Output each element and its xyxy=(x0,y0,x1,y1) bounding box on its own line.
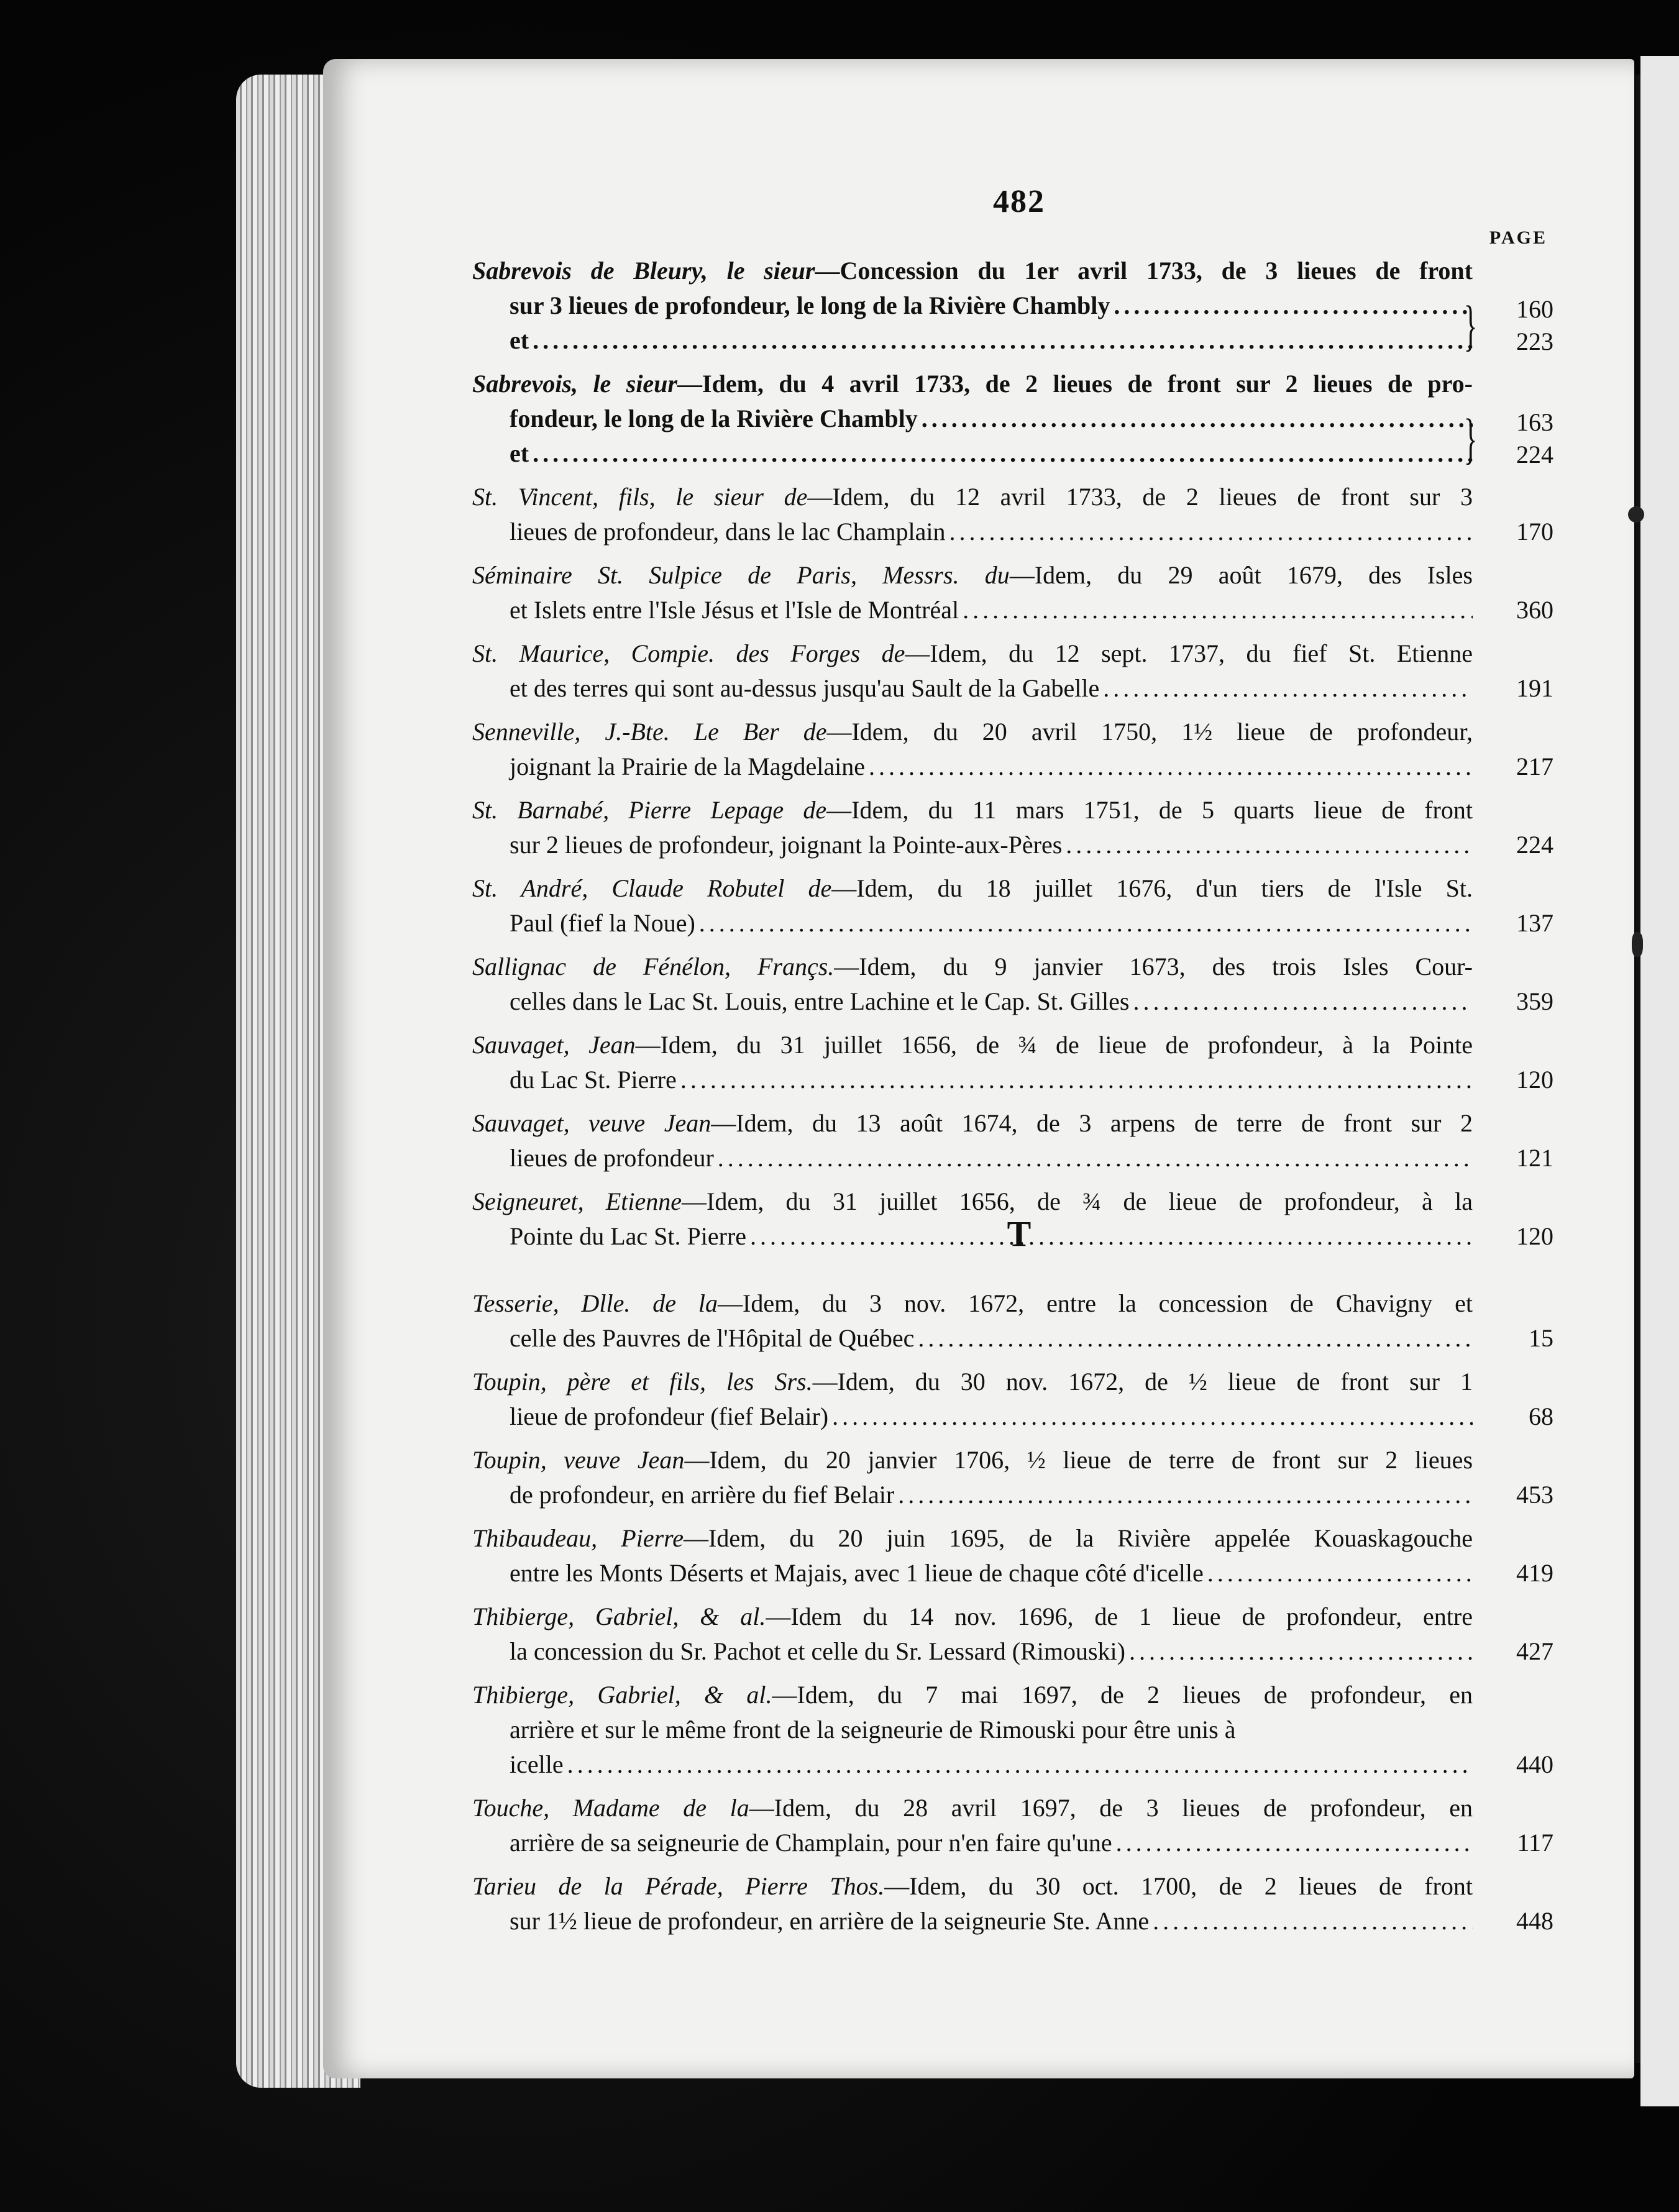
entry-text: et xyxy=(510,326,529,354)
leader-dots xyxy=(1133,984,1473,1019)
leader-dots xyxy=(963,593,1473,628)
page-ref: 223 xyxy=(1516,327,1553,355)
page-ref: 453 xyxy=(1516,1481,1553,1509)
page-gutter-rule xyxy=(1636,75,1640,2063)
leader-dots xyxy=(699,906,1473,941)
entry-text: —Idem, du 30 oct. 1700, de 2 lieues de front xyxy=(884,1872,1473,1900)
entry-continuation xyxy=(472,1826,1473,1860)
entry-continuation xyxy=(472,1141,1473,1176)
entry-continuation xyxy=(472,401,1473,436)
entry-text: —Idem, du 30 nov. 1672, de ½ lieue de front sur 1 xyxy=(812,1368,1473,1396)
entry-text: du Lac St. Pierre xyxy=(510,1066,677,1094)
entry-text: —Idem, du 20 janvier 1706, ½ lieue de terre de front sur 2 lieues xyxy=(684,1446,1473,1474)
index-entry xyxy=(472,1521,1553,1591)
page-ref: 360 xyxy=(1516,596,1553,624)
entry-first-line xyxy=(472,636,1473,671)
entry-continuation xyxy=(472,323,1473,358)
index-entry xyxy=(472,715,1553,784)
page-refs xyxy=(1485,406,1553,471)
entry-text: et Islets entre l'Isle Jésus et l'Isle de Montréal xyxy=(510,596,959,624)
page-ref: 15 xyxy=(1529,1324,1553,1352)
page-refs xyxy=(1485,293,1553,358)
index-entry xyxy=(472,1791,1553,1860)
index-entry xyxy=(472,558,1553,628)
facing-page-strip xyxy=(1640,56,1679,2106)
entry-continuation xyxy=(472,749,1473,784)
entry-text: —Idem, du 31 juillet 1656, de ¾ de lieue de profondeur, à la xyxy=(682,1187,1473,1215)
entry-first-line xyxy=(472,1286,1473,1321)
index-entry xyxy=(472,1678,1553,1782)
entry-continuation xyxy=(472,1904,1473,1939)
entry-first-line xyxy=(472,1443,1473,1478)
entry-name: Sabrevois de Bleury, le sieur xyxy=(472,257,815,285)
entry-text: icelle xyxy=(510,1750,564,1778)
leader-dots xyxy=(718,1141,1473,1176)
page-ref: 117 xyxy=(1517,1829,1553,1857)
index-entry xyxy=(472,1106,1553,1176)
entry-name: Sauvaget, veuve Jean xyxy=(472,1109,711,1137)
page-ref: 120 xyxy=(1516,1222,1553,1250)
entry-text: et xyxy=(510,439,529,467)
index-entry xyxy=(472,871,1553,941)
entry-first-line xyxy=(472,949,1473,984)
leader-dots xyxy=(922,401,1473,436)
brace-icon: } xyxy=(1463,408,1478,470)
entry-first-line xyxy=(472,715,1473,749)
entry-continuation xyxy=(472,1399,1473,1434)
entry-text: —Idem, du 9 janvier 1673, des trois Isles Cour- xyxy=(834,953,1473,980)
entry-text: —Idem, du 28 avril 1697, de 3 lieues de profondeur, en xyxy=(749,1794,1473,1822)
entry-text: —Idem, du 13 août 1674, de 3 arpens de terre de front sur 2 xyxy=(711,1109,1473,1137)
index-entry xyxy=(472,636,1553,706)
entry-first-line xyxy=(472,367,1473,401)
entry-text: —Idem, du 4 avril 1733, de 2 lieues de front sur 2 lieues de pro- xyxy=(677,370,1473,398)
leader-dots xyxy=(1129,1634,1473,1669)
leader-dots xyxy=(1114,288,1473,323)
entry-text: Pointe du Lac St. Pierre xyxy=(510,1222,747,1250)
entry-text: et des terres qui sont au-dessus jusqu'au Sault de la Gabelle xyxy=(510,674,1100,702)
index-entry xyxy=(472,1869,1553,1939)
entry-continuation xyxy=(472,906,1473,941)
page-ref: 217 xyxy=(1516,752,1553,780)
entry-continuation xyxy=(472,671,1473,706)
page-ref: 224 xyxy=(1516,831,1553,859)
entry-first-line xyxy=(472,1184,1473,1219)
entry-name: Senneville, J.-Bte. Le Ber de xyxy=(472,718,827,746)
entry-first-line xyxy=(472,1599,1473,1634)
entry-name: St. Maurice, Compie. des Forges de xyxy=(472,639,905,667)
entry-name: Thibaudeau, Pierre xyxy=(472,1524,684,1552)
entry-text: —Idem du 14 nov. 1696, de 1 lieue de profondeur, entre xyxy=(766,1602,1473,1630)
scan-mark xyxy=(1628,506,1644,523)
index-entry xyxy=(472,367,1553,471)
entry-text: fondeur, le long de la Rivière Chambly xyxy=(510,404,918,432)
page-number: 482 xyxy=(993,184,1045,219)
entry-text: Paul (fief la Noue) xyxy=(510,909,695,937)
entry-text: sur 2 lieues de profondeur, joignant la Pointe-aux-Pères xyxy=(510,831,1063,859)
index-entry xyxy=(472,1028,1553,1097)
entry-first-line xyxy=(472,793,1473,828)
entry-name: Seigneuret, Etienne xyxy=(472,1187,682,1215)
leader-dots xyxy=(1116,1826,1473,1860)
entry-text: joignant la Prairie de la Magdelaine xyxy=(510,752,866,780)
page-ref: 224 xyxy=(1516,441,1553,468)
entry-continuation xyxy=(472,828,1473,862)
brace-icon: } xyxy=(1463,295,1478,357)
entry-text: —Idem, du 18 juillet 1676, d'un tiers de l'Isle St. xyxy=(831,874,1473,902)
index-entry xyxy=(472,1286,1553,1356)
entry-continuation xyxy=(472,1556,1473,1591)
leader-dots xyxy=(918,1321,1473,1356)
entry-name: St. André, Claude Robutel de xyxy=(472,874,832,902)
entry-first-line xyxy=(472,871,1473,906)
leader-dots xyxy=(1207,1556,1473,1591)
leader-dots xyxy=(1153,1904,1473,1939)
page-ref: 440 xyxy=(1516,1750,1553,1778)
index-entry xyxy=(472,1599,1553,1669)
entry-name: Tesserie, Dlle. de la xyxy=(472,1289,718,1317)
entry-continuation xyxy=(472,1747,1473,1782)
entry-text: entre les Monts Déserts et Majais, avec 1 lieue de chaque côté d'icelle xyxy=(510,1559,1204,1587)
entry-text: —Idem, du 7 mai 1697, de 2 lieues de profondeur, en xyxy=(772,1681,1473,1709)
entry-first-line xyxy=(472,480,1473,514)
page-ref: 68 xyxy=(1529,1402,1553,1430)
entry-name: Sallignac de Fénélon, Françs. xyxy=(472,953,835,980)
entry-name: Touche, Madame de la xyxy=(472,1794,749,1822)
index-entry xyxy=(472,254,1553,358)
entry-continuation xyxy=(472,1219,1473,1254)
entry-name: St. Barnabé, Pierre Lepage de xyxy=(472,796,827,824)
entry-continuation xyxy=(472,514,1473,549)
entry-text: lieue de profondeur (fief Belair) xyxy=(510,1402,829,1430)
entry-name: St. Vincent, fils, le sieur de xyxy=(472,483,808,511)
leader-dots xyxy=(750,1219,1473,1254)
index-entry xyxy=(472,480,1553,549)
entry-text: —Idem, du 31 juillet 1656, de ¾ de lieue de profondeur, à la Pointe xyxy=(635,1031,1473,1059)
index-entry xyxy=(472,1443,1553,1512)
section-heading: T xyxy=(1007,1213,1032,1254)
entry-text: —Idem, du 20 juin 1695, de la Rivière appelée Kouaskagouche xyxy=(684,1524,1473,1552)
entry-first-line xyxy=(472,1521,1473,1556)
page-ref: 427 xyxy=(1516,1637,1553,1665)
leader-dots xyxy=(533,436,1473,471)
entry-text: —Idem, du 12 sept. 1737, du fief St. Etienne xyxy=(905,639,1473,667)
leader-dots xyxy=(1066,828,1473,862)
page-ref: 191 xyxy=(1516,674,1553,702)
index-entry xyxy=(472,793,1553,862)
entry-text: sur 3 lieues de profondeur, le long de la Rivière Chambly xyxy=(510,291,1110,319)
leader-dots xyxy=(832,1399,1473,1434)
leader-dots xyxy=(949,514,1473,549)
index-entry xyxy=(472,1364,1553,1434)
entry-name: Sauvaget, Jean xyxy=(472,1031,636,1059)
entry-name: Séminaire St. Sulpice de Paris, Messrs. du xyxy=(472,561,1010,589)
entry-name: Thibierge, Gabriel, & al. xyxy=(472,1681,772,1709)
entry-text: —Idem, du 12 avril 1733, de 2 lieues de front sur 3 xyxy=(807,483,1473,511)
entry-first-line xyxy=(472,1028,1473,1063)
entry-text: celles dans le Lac St. Louis, entre Lachine et le Cap. St. Gilles xyxy=(510,987,1130,1015)
entry-first-line xyxy=(472,558,1473,593)
entry-continuation xyxy=(472,1478,1473,1512)
index-entries-s xyxy=(472,254,1553,1263)
entry-text: lieues de profondeur xyxy=(510,1144,714,1172)
entry-continuation xyxy=(472,984,1473,1019)
entry-first-line xyxy=(472,1869,1473,1904)
entry-text: lieues de profondeur, dans le lac Champlain xyxy=(510,518,946,546)
entry-first-line xyxy=(472,1106,1473,1141)
entry-text: sur 1½ lieue de profondeur, en arrière de la seigneurie Ste. Anne xyxy=(510,1907,1150,1935)
entry-continuation xyxy=(472,288,1473,323)
entry-text: —Concession du 1er avril 1733, de 3 lieues de front xyxy=(815,257,1473,285)
page-ref: 419 xyxy=(1516,1559,1553,1587)
leader-dots xyxy=(869,749,1473,784)
leader-dots xyxy=(1103,671,1473,706)
entry-name: Toupin, père et fils, les Srs. xyxy=(472,1368,813,1396)
entry-continuation xyxy=(472,436,1473,471)
entry-first-line xyxy=(472,1678,1473,1712)
leader-dots xyxy=(898,1478,1473,1512)
entry-text: arrière et sur le même front de la seigneurie de Rimouski pour être unis à xyxy=(510,1716,1236,1744)
page-ref: 121 xyxy=(1516,1144,1553,1172)
entry-text: arrière de sa seigneurie de Champlain, pour n'en faire qu'une xyxy=(510,1829,1112,1857)
entry-continuation xyxy=(472,1634,1473,1669)
entry-name: Tarieu de la Pérade, Pierre Thos. xyxy=(472,1872,885,1900)
entry-continuation xyxy=(472,593,1473,628)
entry-name: Toupin, veuve Jean xyxy=(472,1446,685,1474)
leader-dots xyxy=(680,1063,1473,1097)
entry-name: Thibierge, Gabriel, & al. xyxy=(472,1602,766,1630)
entry-name: Sabrevois, le sieur xyxy=(472,370,677,398)
index-entries-t xyxy=(472,1286,1553,1947)
entry-text: —Idem, du 3 nov. 1672, entre la concession de Chavigny et xyxy=(718,1289,1473,1317)
page-ref: 448 xyxy=(1516,1907,1553,1935)
page-ref: 163 xyxy=(1516,408,1553,436)
page-ref: 160 xyxy=(1516,295,1553,323)
leader-dots xyxy=(567,1747,1473,1782)
entry-continuation xyxy=(472,1712,1473,1747)
page-ref: 137 xyxy=(1516,909,1553,937)
page-ref: 359 xyxy=(1516,987,1553,1015)
entry-first-line xyxy=(472,254,1473,288)
entry-first-line xyxy=(472,1791,1473,1826)
entry-text: —Idem, du 20 avril 1750, 1½ lieue de profondeur, xyxy=(826,718,1473,746)
entry-text: la concession du Sr. Pachot et celle du Sr. Lessard (Rimouski) xyxy=(510,1637,1125,1665)
entry-text: —Idem, du 29 août 1679, des Isles xyxy=(1009,561,1473,589)
entry-text: de profondeur, en arrière du fief Belair xyxy=(510,1481,895,1509)
entry-continuation xyxy=(472,1063,1473,1097)
entry-text: celle des Pauvres de l'Hôpital de Québec xyxy=(510,1324,915,1352)
page-column-label: PAGE xyxy=(1489,227,1547,248)
leader-dots xyxy=(533,323,1473,358)
entry-continuation xyxy=(472,1321,1473,1356)
entry-first-line xyxy=(472,1364,1473,1399)
page-ref: 120 xyxy=(1516,1066,1553,1094)
index-entry xyxy=(472,949,1553,1019)
page-ref: 170 xyxy=(1516,518,1553,546)
entry-text: —Idem, du 11 mars 1751, de 5 quarts lieue de front xyxy=(826,796,1473,824)
scan-mark xyxy=(1632,932,1643,957)
